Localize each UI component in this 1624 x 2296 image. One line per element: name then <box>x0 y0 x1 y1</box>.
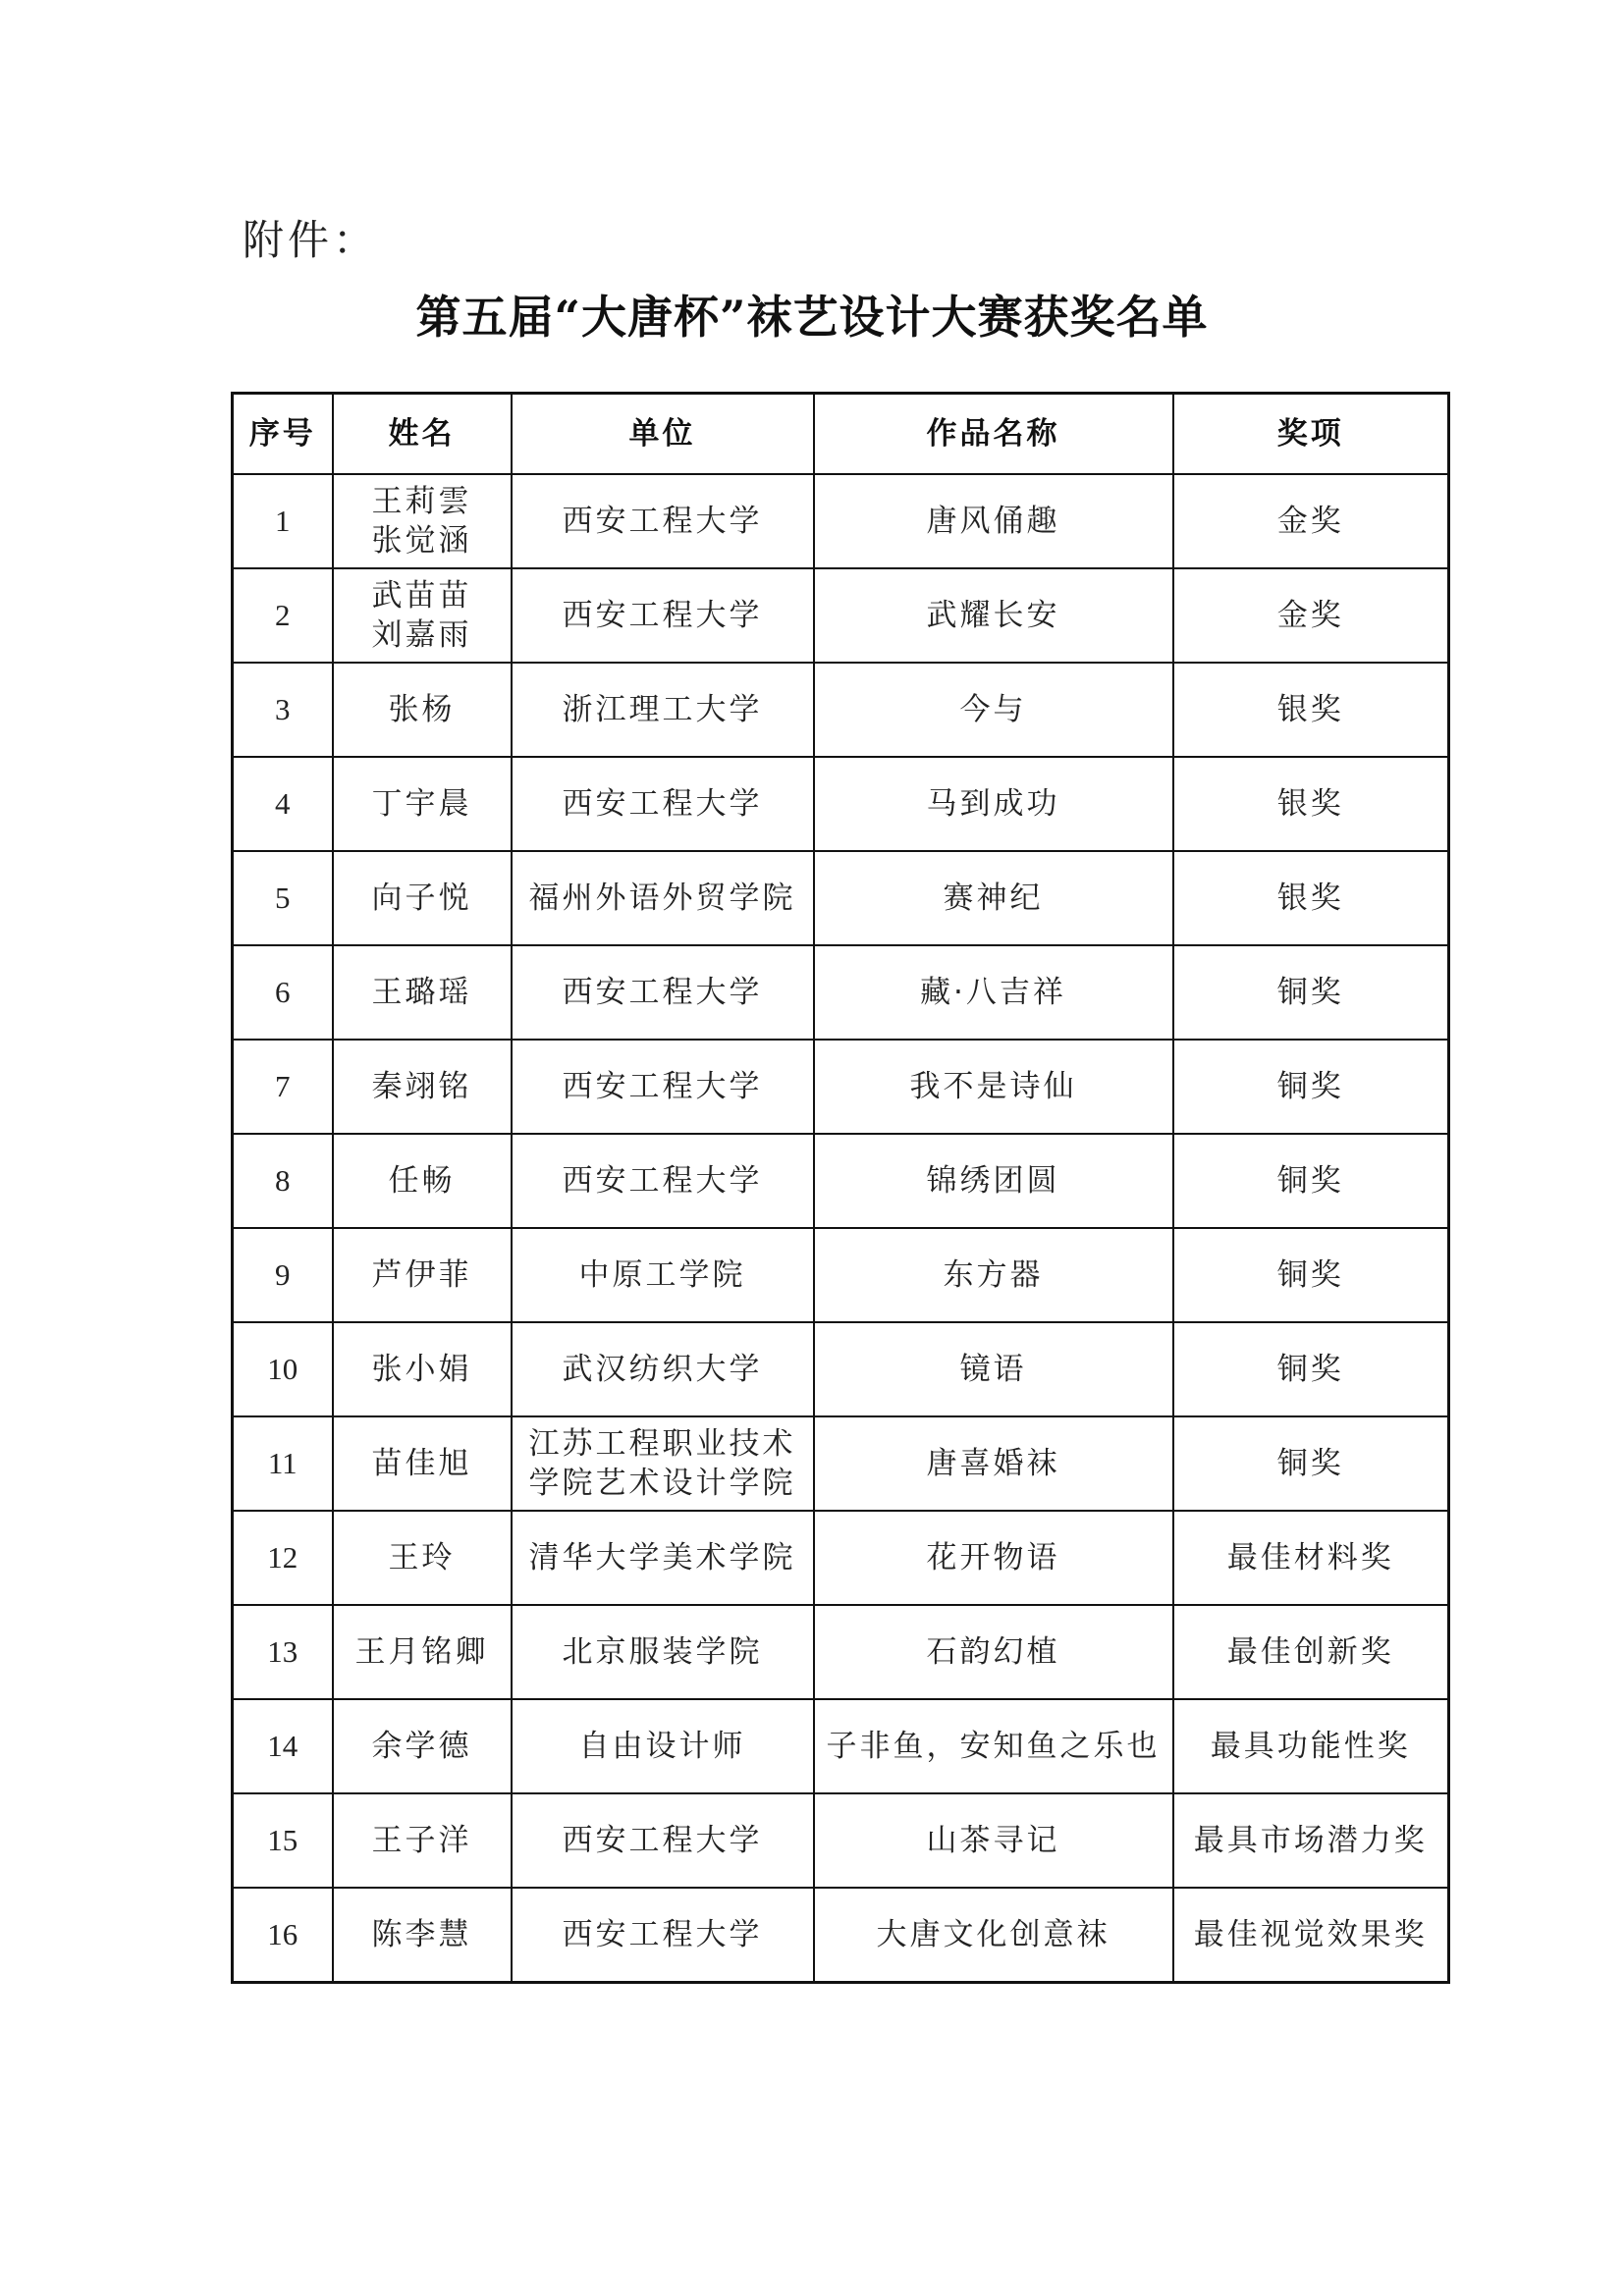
cell-work: 大唐文化创意袜 <box>814 1888 1173 1983</box>
cell-work: 武耀长安 <box>814 568 1173 663</box>
cell-work: 藏·八吉祥 <box>814 945 1173 1040</box>
cell-name: 王莉雲 张觉涵 <box>333 474 512 568</box>
cell-name: 王月铭卿 <box>333 1605 512 1699</box>
table-row <box>233 1699 1449 1793</box>
cell-work: 山茶寻记 <box>814 1793 1173 1888</box>
cell-award: 最佳材料奖 <box>1173 1511 1449 1605</box>
cell-award: 铜奖 <box>1173 1416 1449 1511</box>
cell-name: 王玲 <box>333 1511 512 1605</box>
cell-name: 任畅 <box>333 1134 512 1228</box>
table-header-row <box>233 394 1449 475</box>
cell-unit: 江苏工程职业技术 学院艺术设计学院 <box>512 1416 814 1511</box>
cell-unit: 福州外语外贸学院 <box>512 851 814 945</box>
cell-name: 芦伊菲 <box>333 1228 512 1322</box>
cell-award: 铜奖 <box>1173 1322 1449 1416</box>
cell-unit: 西安工程大学 <box>512 1888 814 1983</box>
cell-work: 马到成功 <box>814 757 1173 851</box>
cell-name: 王璐瑶 <box>333 945 512 1040</box>
header-no: 序号 <box>233 394 333 475</box>
cell-no: 9 <box>233 1228 333 1322</box>
cell-name: 丁宇晨 <box>333 757 512 851</box>
table-row <box>233 568 1449 663</box>
cell-name: 苗佳旭 <box>333 1416 512 1511</box>
cell-award: 铜奖 <box>1173 945 1449 1040</box>
cell-no: 6 <box>233 945 333 1040</box>
table-row <box>233 1322 1449 1416</box>
cell-name: 王子洋 <box>333 1793 512 1888</box>
cell-no: 13 <box>233 1605 333 1699</box>
cell-award: 金奖 <box>1173 474 1449 568</box>
cell-no: 5 <box>233 851 333 945</box>
header-award: 奖项 <box>1173 394 1449 475</box>
cell-award: 铜奖 <box>1173 1228 1449 1322</box>
cell-award: 银奖 <box>1173 663 1449 757</box>
cell-no: 1 <box>233 474 333 568</box>
cell-work: 子非鱼，安知鱼之乐也 <box>814 1699 1173 1793</box>
table-row <box>233 1888 1449 1983</box>
cell-no: 14 <box>233 1699 333 1793</box>
cell-unit: 西安工程大学 <box>512 1134 814 1228</box>
cell-name: 向子悦 <box>333 851 512 945</box>
cell-work: 花开物语 <box>814 1511 1173 1605</box>
cell-unit: 西安工程大学 <box>512 568 814 663</box>
cell-work: 锦绣团圆 <box>814 1134 1173 1228</box>
table-body <box>233 474 1449 1983</box>
cell-no: 10 <box>233 1322 333 1416</box>
cell-award: 铜奖 <box>1173 1134 1449 1228</box>
document-title: 第五届“大唐杯”袜艺设计大赛获奖名单 <box>415 291 1209 344</box>
cell-award: 最佳视觉效果奖 <box>1173 1888 1449 1983</box>
header-unit: 单位 <box>512 394 814 475</box>
cell-work: 石韵幻植 <box>814 1605 1173 1699</box>
cell-work: 唐喜婚袜 <box>814 1416 1173 1511</box>
cell-unit: 武汉纺织大学 <box>512 1322 814 1416</box>
table-row <box>233 851 1449 945</box>
cell-unit: 西安工程大学 <box>512 757 814 851</box>
cell-work: 赛神纪 <box>814 851 1173 945</box>
cell-unit: 中原工学院 <box>512 1228 814 1322</box>
table-row <box>233 663 1449 757</box>
cell-name: 武苗苗 刘嘉雨 <box>333 568 512 663</box>
cell-work: 今与 <box>814 663 1173 757</box>
cell-work: 东方器 <box>814 1228 1173 1322</box>
table-row <box>233 1605 1449 1699</box>
cell-no: 8 <box>233 1134 333 1228</box>
cell-no: 15 <box>233 1793 333 1888</box>
cell-award: 最佳创新奖 <box>1173 1605 1449 1699</box>
cell-name: 张小娟 <box>333 1322 512 1416</box>
cell-name: 陈李慧 <box>333 1888 512 1983</box>
cell-no: 12 <box>233 1511 333 1605</box>
attachment-label: 附件： <box>243 216 379 264</box>
cell-award: 最具市场潜力奖 <box>1173 1793 1449 1888</box>
table-row <box>233 1416 1449 1511</box>
cell-no: 2 <box>233 568 333 663</box>
table-row <box>233 474 1449 568</box>
cell-no: 16 <box>233 1888 333 1983</box>
cell-award: 最具功能性奖 <box>1173 1699 1449 1793</box>
cell-award: 银奖 <box>1173 757 1449 851</box>
cell-unit: 浙江理工大学 <box>512 663 814 757</box>
table-row <box>233 1134 1449 1228</box>
cell-unit: 西安工程大学 <box>512 1793 814 1888</box>
table-row <box>233 1040 1449 1134</box>
cell-work: 镜语 <box>814 1322 1173 1416</box>
awards-table <box>231 392 1450 1984</box>
cell-unit: 北京服装学院 <box>512 1605 814 1699</box>
table-row <box>233 1793 1449 1888</box>
cell-unit: 西安工程大学 <box>512 1040 814 1134</box>
cell-work: 我不是诗仙 <box>814 1040 1173 1134</box>
table-row <box>233 1228 1449 1322</box>
cell-award: 银奖 <box>1173 851 1449 945</box>
cell-award: 铜奖 <box>1173 1040 1449 1134</box>
table-row <box>233 945 1449 1040</box>
cell-name: 秦翊铭 <box>333 1040 512 1134</box>
cell-no: 3 <box>233 663 333 757</box>
cell-name: 余学德 <box>333 1699 512 1793</box>
cell-name: 张杨 <box>333 663 512 757</box>
table-row <box>233 1511 1449 1605</box>
header-work: 作品名称 <box>814 394 1173 475</box>
header-name: 姓名 <box>333 394 512 475</box>
cell-unit: 清华大学美术学院 <box>512 1511 814 1605</box>
cell-unit: 西安工程大学 <box>512 945 814 1040</box>
cell-no: 4 <box>233 757 333 851</box>
cell-no: 11 <box>233 1416 333 1511</box>
cell-award: 金奖 <box>1173 568 1449 663</box>
cell-unit: 自由设计师 <box>512 1699 814 1793</box>
table-row <box>233 757 1449 851</box>
cell-no: 7 <box>233 1040 333 1134</box>
cell-work: 唐风俑趣 <box>814 474 1173 568</box>
cell-unit: 西安工程大学 <box>512 474 814 568</box>
